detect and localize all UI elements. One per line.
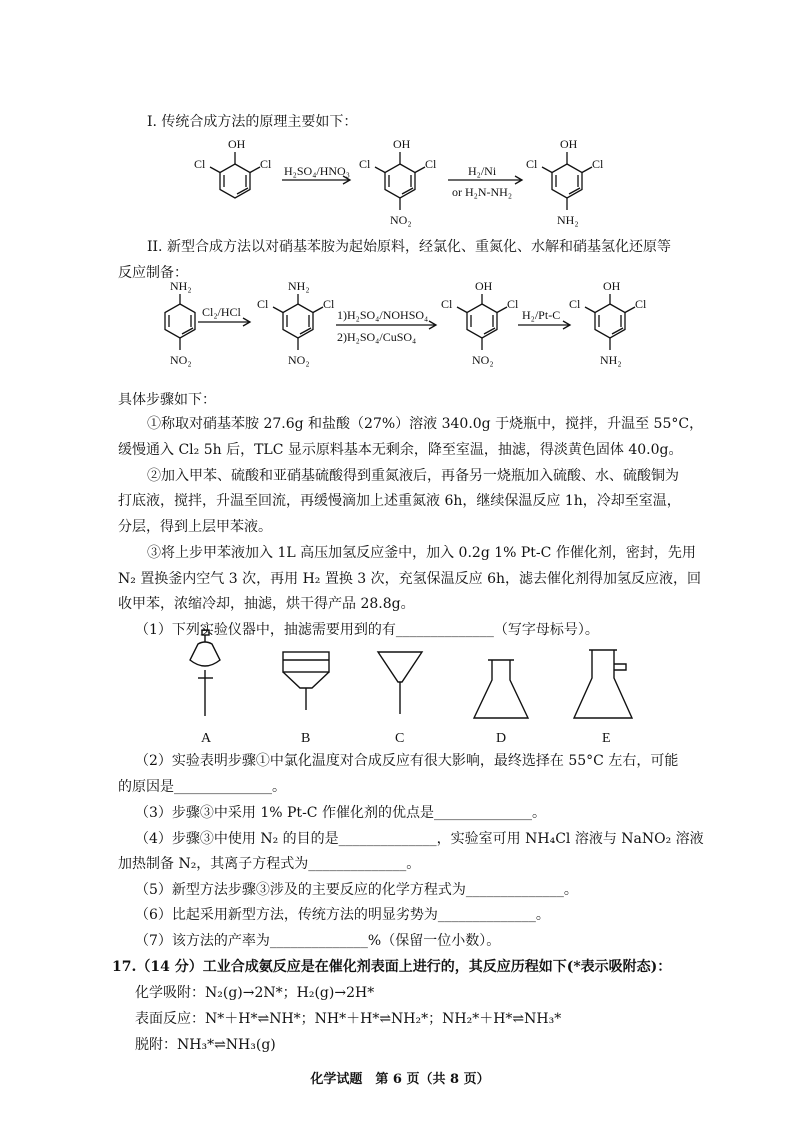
- nh2-label: NH₂: [557, 213, 579, 227]
- oh-label: OH: [228, 137, 246, 151]
- apparatus-label: E: [602, 731, 611, 746]
- reagent-label: 1)H₂SO₄/NOHSO₄: [337, 308, 429, 322]
- step1-line2: 缓慢通入 Cl₂ 5h 后，TLC 显示原料基本无剩余，降至室温，抽滤，得淡黄色固体 40.0g。: [118, 442, 683, 458]
- apparatus-label: D: [496, 731, 507, 746]
- apparatus-label: A: [201, 731, 212, 746]
- step3-line3: 收甲苯，浓缩冷却，抽滤，烘干得产品 28.8g。: [118, 596, 415, 612]
- oh-label: OH: [475, 280, 493, 293]
- question-6: （6）比起采用新型方法，传统方法的明显劣势为______________。: [135, 907, 550, 923]
- cl-label: Cl: [507, 297, 519, 311]
- reagent-label: H₂/Pt-C: [522, 308, 561, 322]
- step2-line3: 分层，得到上层甲苯液。: [118, 519, 272, 535]
- oh-label: OH: [560, 137, 578, 151]
- cl-label: Cl: [257, 297, 269, 311]
- apparatus-figure: [0, 628, 800, 748]
- page-footer: 化学试题 第 6 页（共 8 页）: [310, 1072, 490, 1087]
- steps-intro: 具体步骤如下：: [118, 392, 216, 408]
- cl-label: Cl: [592, 157, 604, 171]
- reagent-label: H₂SO₄/HNO₃: [284, 164, 350, 178]
- oh-label: OH: [603, 280, 621, 293]
- section2-title-line2: 反应制备：: [118, 265, 188, 281]
- question-17-title: 17.（14 分）工业合成氨反应是在催化剂表面上进行的，其反应历程如下(*表示吸附态)：: [112, 959, 672, 975]
- cl-label: Cl: [569, 297, 581, 311]
- nh2-label: NH₂: [600, 353, 622, 367]
- suction-flask-icon: [574, 650, 632, 718]
- question-7: （7）该方法的产率为______________%（保留一位小数）。: [135, 933, 501, 949]
- step2-line2: 打底液，搅拌，升温至回流，再缓慢滴加上述重氮液 6h，继续保温反应 1h，冷却至室温，: [118, 493, 681, 509]
- step1-line1: ①称取对硝基苯胺 27.6g 和盐酸（27%）溶液 340.0g 于烧瓶中，搅拌，升温至 55°C，: [147, 416, 704, 432]
- q17-surface-reaction: 表面反应：N*＋H*⇌NH*；NH*＋H*⇌NH₂*；NH₂*＋H*⇌NH₃*: [135, 1011, 562, 1027]
- cl-label: Cl: [635, 297, 647, 311]
- apparatus-label: C: [395, 731, 405, 746]
- cl-label: Cl: [526, 157, 538, 171]
- cl-label: Cl: [323, 297, 335, 311]
- question-1: （1）下列实验仪器中，抽滤需要用到的有______________（写字母标号）。: [135, 622, 599, 638]
- question-4-line2: 加热制备 N₂，其离子方程式为______________。: [118, 856, 421, 872]
- step3-line1: ③将上步甲苯液加入 1L 高压加氢反应釜中，加入 0.2g 1% Pt-C 作催化剂，密封，先用: [147, 545, 696, 561]
- question-4-line1: （4）步骤③中使用 N₂ 的目的是______________，实验室可用 NH₄Cl 溶液与 NaNO₂ 溶液: [135, 831, 704, 847]
- step2-line1: ②加入甲苯、硫酸和亚硝基硫酸得到重氮液后，再备另一烧瓶加入硫酸、水、硫酸铜为: [147, 468, 679, 484]
- q17-chemisorption: 化学吸附：N₂(g)→2N*；H₂(g)→2H*: [135, 985, 375, 1001]
- question-3: （3）步骤③中采用 1% Pt-C 作催化剂的优点是______________。: [135, 805, 546, 821]
- q17-desorption: 脱附：NH₃*⇌NH₃(g): [135, 1037, 276, 1053]
- step3-line2: N₂ 置换釜内空气 3 次，再用 H₂ 置换 3 次，充氢保温反应 6h，滤去催化剂得加氢反应液，回: [118, 571, 702, 587]
- cl-label: Cl: [194, 157, 206, 171]
- cl-label: Cl: [260, 157, 272, 171]
- erlenmeyer-flask-icon: [474, 660, 528, 718]
- cl-label: Cl: [359, 157, 371, 171]
- nh2-label: NH₂: [288, 280, 310, 293]
- cl-label: Cl: [441, 297, 453, 311]
- section2-title-line1: II. 新型合成方法以对硝基苯胺为起始原料，经氯化、重氮化、水解和硝基氢化还原等: [147, 239, 671, 255]
- reagent-label: H₂/Ni: [468, 164, 497, 178]
- separatory-funnel-icon: [190, 630, 220, 716]
- reagent-label: Cl₂/HCl: [202, 305, 241, 319]
- section1-title: I. 传统合成方法的原理主要如下：: [147, 114, 358, 130]
- apparatus-label: B: [301, 731, 311, 746]
- question-5: （5）新型方法步骤③涉及的主要反应的化学方程式为______________。: [135, 882, 578, 898]
- cl-label: Cl: [425, 157, 437, 171]
- no2-label: NO₂: [390, 213, 412, 227]
- no2-label: NO₂: [472, 353, 494, 367]
- nh2-label: NH₂: [170, 280, 192, 293]
- no2-label: NO₂: [170, 353, 192, 367]
- buchner-funnel-icon: [283, 652, 329, 710]
- oh-label: OH: [393, 137, 411, 151]
- new-method-scheme: [0, 280, 800, 390]
- no2-label: NO₂: [288, 353, 310, 367]
- question-2-line1: （2）实验表明步骤①中氯化温度对合成反应有很大影响，最终选择在 55°C 左右，可能: [135, 753, 679, 769]
- funnel-icon: [378, 652, 422, 714]
- reagent-label: or H₂N-NH₂: [452, 185, 513, 199]
- question-2-line2: 的原因是______________。: [118, 779, 286, 795]
- reagent-label: 2)H₂SO₄/CuSO₄: [337, 330, 417, 344]
